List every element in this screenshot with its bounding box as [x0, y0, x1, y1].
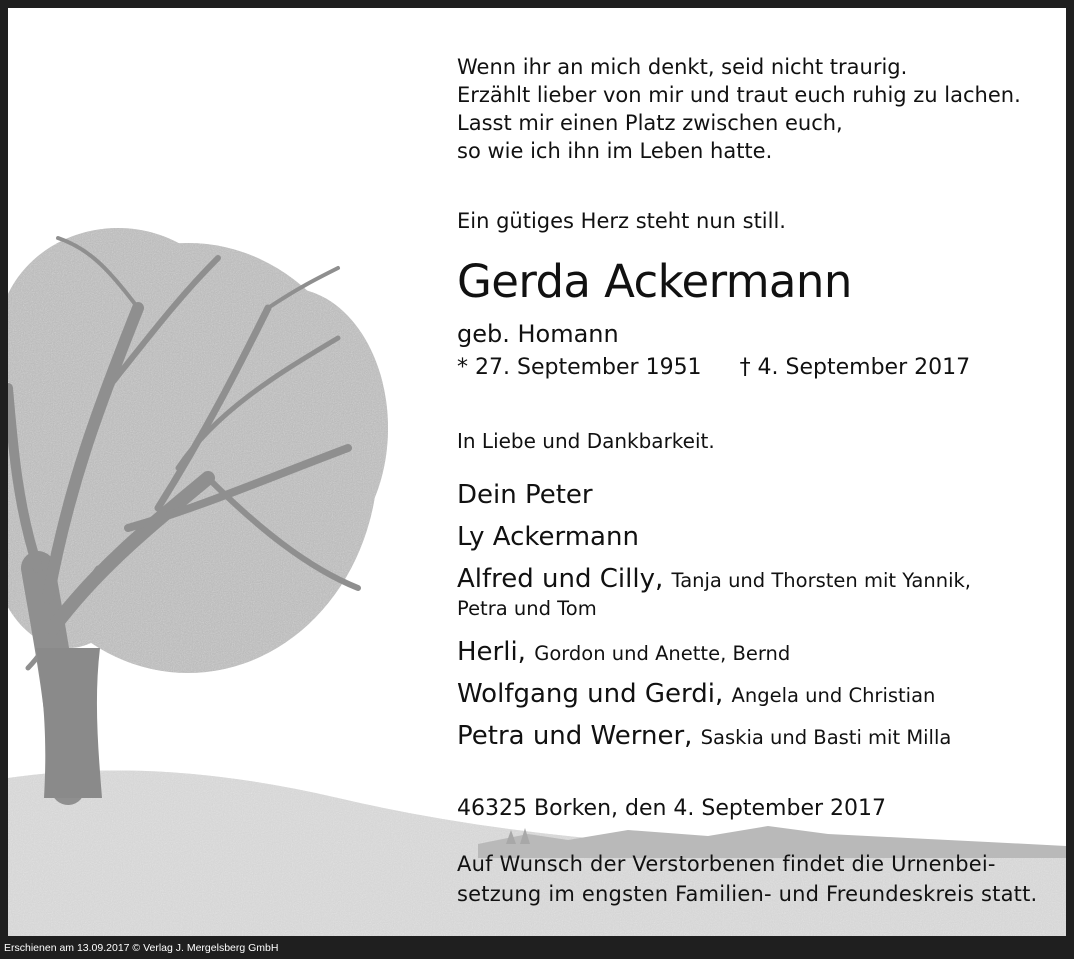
poem-line: Wenn ihr an mich denkt, seid nicht traurig. [457, 55, 908, 79]
mourner-sub: Angela und Christian [731, 684, 936, 707]
poem-line: so wie ich ihn im Leben hatte. [457, 139, 773, 163]
death-date: † 4. September 2017 [739, 355, 971, 380]
life-dates [457, 357, 970, 379]
closing-line: In Liebe und Dankbarkeit. [457, 429, 715, 453]
mourner-sub: Tanja und Thorsten mit Yannik, [671, 569, 972, 592]
mourner-line [457, 566, 971, 592]
mourner-sub-continued: Petra und Tom [457, 597, 597, 620]
mourner-line [457, 681, 935, 707]
burial-note-line: setzung im engsten Familien- und Freundeskreis statt. [457, 882, 1038, 906]
place-date: 46325 Borken, den 4. September 2017 [457, 796, 886, 821]
mourner-line [457, 639, 790, 665]
mourner-main: Wolfgang und Gerdi, [457, 679, 724, 709]
mourner-line: Ly Ackermann [457, 522, 639, 552]
obituary-notice [8, 8, 1066, 936]
poem-line: Lasst mir einen Platz zwischen euch, [457, 111, 843, 135]
mourner-main: Petra und Werner, [457, 721, 693, 751]
poem-line: Erzählt lieber von mir und traut euch ruhig zu lachen. [457, 83, 1021, 107]
mourner-line: Dein Peter [457, 480, 593, 510]
mourner-main: Alfred und Cilly, [457, 564, 664, 594]
intro-line: Ein gütiges Herz steht nun still. [457, 209, 786, 233]
tree-trunk [36, 648, 102, 798]
burial-note-line: Auf Wunsch der Verstorbenen findet die Urnenbei- [457, 852, 996, 876]
birth-date: * 27. September 1951 [457, 355, 702, 380]
deceased-name: Gerda Ackermann [457, 255, 852, 308]
mourner-line [457, 723, 951, 749]
mourner-sub: Gordon und Anette, Bernd [534, 642, 791, 665]
maiden-name: geb. Homann [457, 320, 619, 348]
mourner-sub: Saskia und Basti mit Milla [700, 726, 952, 749]
publication-footer: Erschienen am 13.09.2017 © Verlag J. Mergelsberg GmbH [4, 942, 279, 954]
mourner-main: Herli, [457, 637, 526, 667]
